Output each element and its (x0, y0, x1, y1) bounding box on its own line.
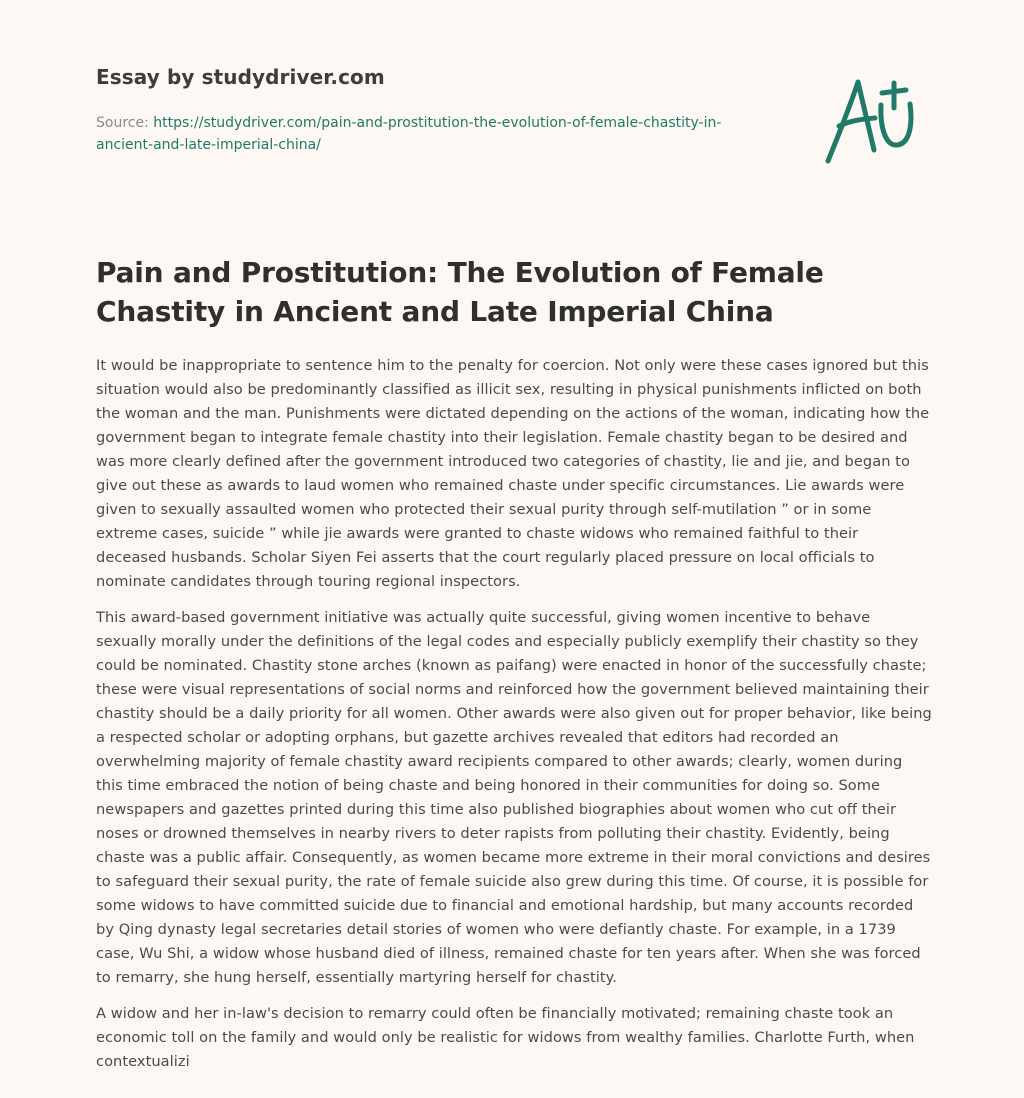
site-brand: Essay by studydriver.com (96, 65, 385, 89)
source-link[interactable]: https://studydriver.com/pain-and-prostitution-the-evolution-of-female-chastity-in-ancient-and-late-imperial-china/ (96, 115, 722, 153)
article-title: Pain and Prostitution: The Evolution of Female Chastity in Ancient and Late Imperial China (96, 256, 824, 328)
source-line (96, 112, 756, 156)
a-plus-logo-icon (824, 68, 928, 166)
source-label: Source: (96, 115, 149, 131)
article-paragraph: It would be inappropriate to sentence him to the penalty for coercion. Not only were these cases ignored but this situation would also be predominantly classified as illicit sex, resulting in physical punishments inflicted on both the woman and the man. Punishments were dictated depending on the actions of the woman, indicating how the government began to integrate female chastity into their legislation. Female chastity began to be desired and was more clearly defined after the government introduced two categories of chastity, lie and jie, and began to give out these as awards to laud women who remained chaste under specific circumstances. Lie awards were given to sexually assaulted women who protected their sexual purity through self-mutilation ” or in some extreme cases, suicide ” while jie awards were granted to chaste widows who remained faithful to their deceased husbands. Scholar Siyen Fei asserts that the court regularly placed pressure on local officials to nominate candidates through touring regional inspectors. (96, 357, 930, 590)
page-header (96, 0, 928, 170)
article-paragraph: A widow and her in-law's decision to remarry could often be financially motivated; remaining chaste took an economic toll on the family and would only be realistic for widows from wealthy families. Charlotte Furth, when contextualizi (96, 1005, 915, 1070)
article-paragraph: This award-based government initiative was actually quite successful, giving women incentive to behave sexually morally under the definitions of the legal codes and especially publicly exemplify their chastity so they could be nominated. Chastity stone arches (known as paifang) were enacted in honor of the successfully chaste; these were visual representations of social norms and reinforced how the government believed maintaining their chastity should be a daily priority for all women. Other awards were also given out for proper behavior, like being a respected scholar or adopting orphans, but gazette archives revealed that editors had recorded an overwhelming majority of female chastity award recipients compared to other awards; clearly, women during this time embraced the notion of being chaste and being honored in their communities for doing so. Some newspapers and gazettes printed during this time also published biographies about women who cut off their noses or drowned themselves in nearby rivers to deter rapists from polluting their chastity. Evidently, being chaste was a public affair. Consequently, as women became more extreme in their moral convictions and desires to safeguard their sexual purity, the rate of female suicide also grew during this time. Of course, it is possible for some widows to have committed suicide due to financial and emotional hardship, but many accounts recorded by Qing dynasty legal secretaries detail stories of women who were defiantly chaste. For example, in a 1739 case, Wu Shi, a widow whose husband died of illness, remained chaste for ten years after. When she was forced to remarry, she hung herself, essentially martyring herself for chastity. (96, 609, 932, 986)
article-body (96, 354, 932, 1086)
